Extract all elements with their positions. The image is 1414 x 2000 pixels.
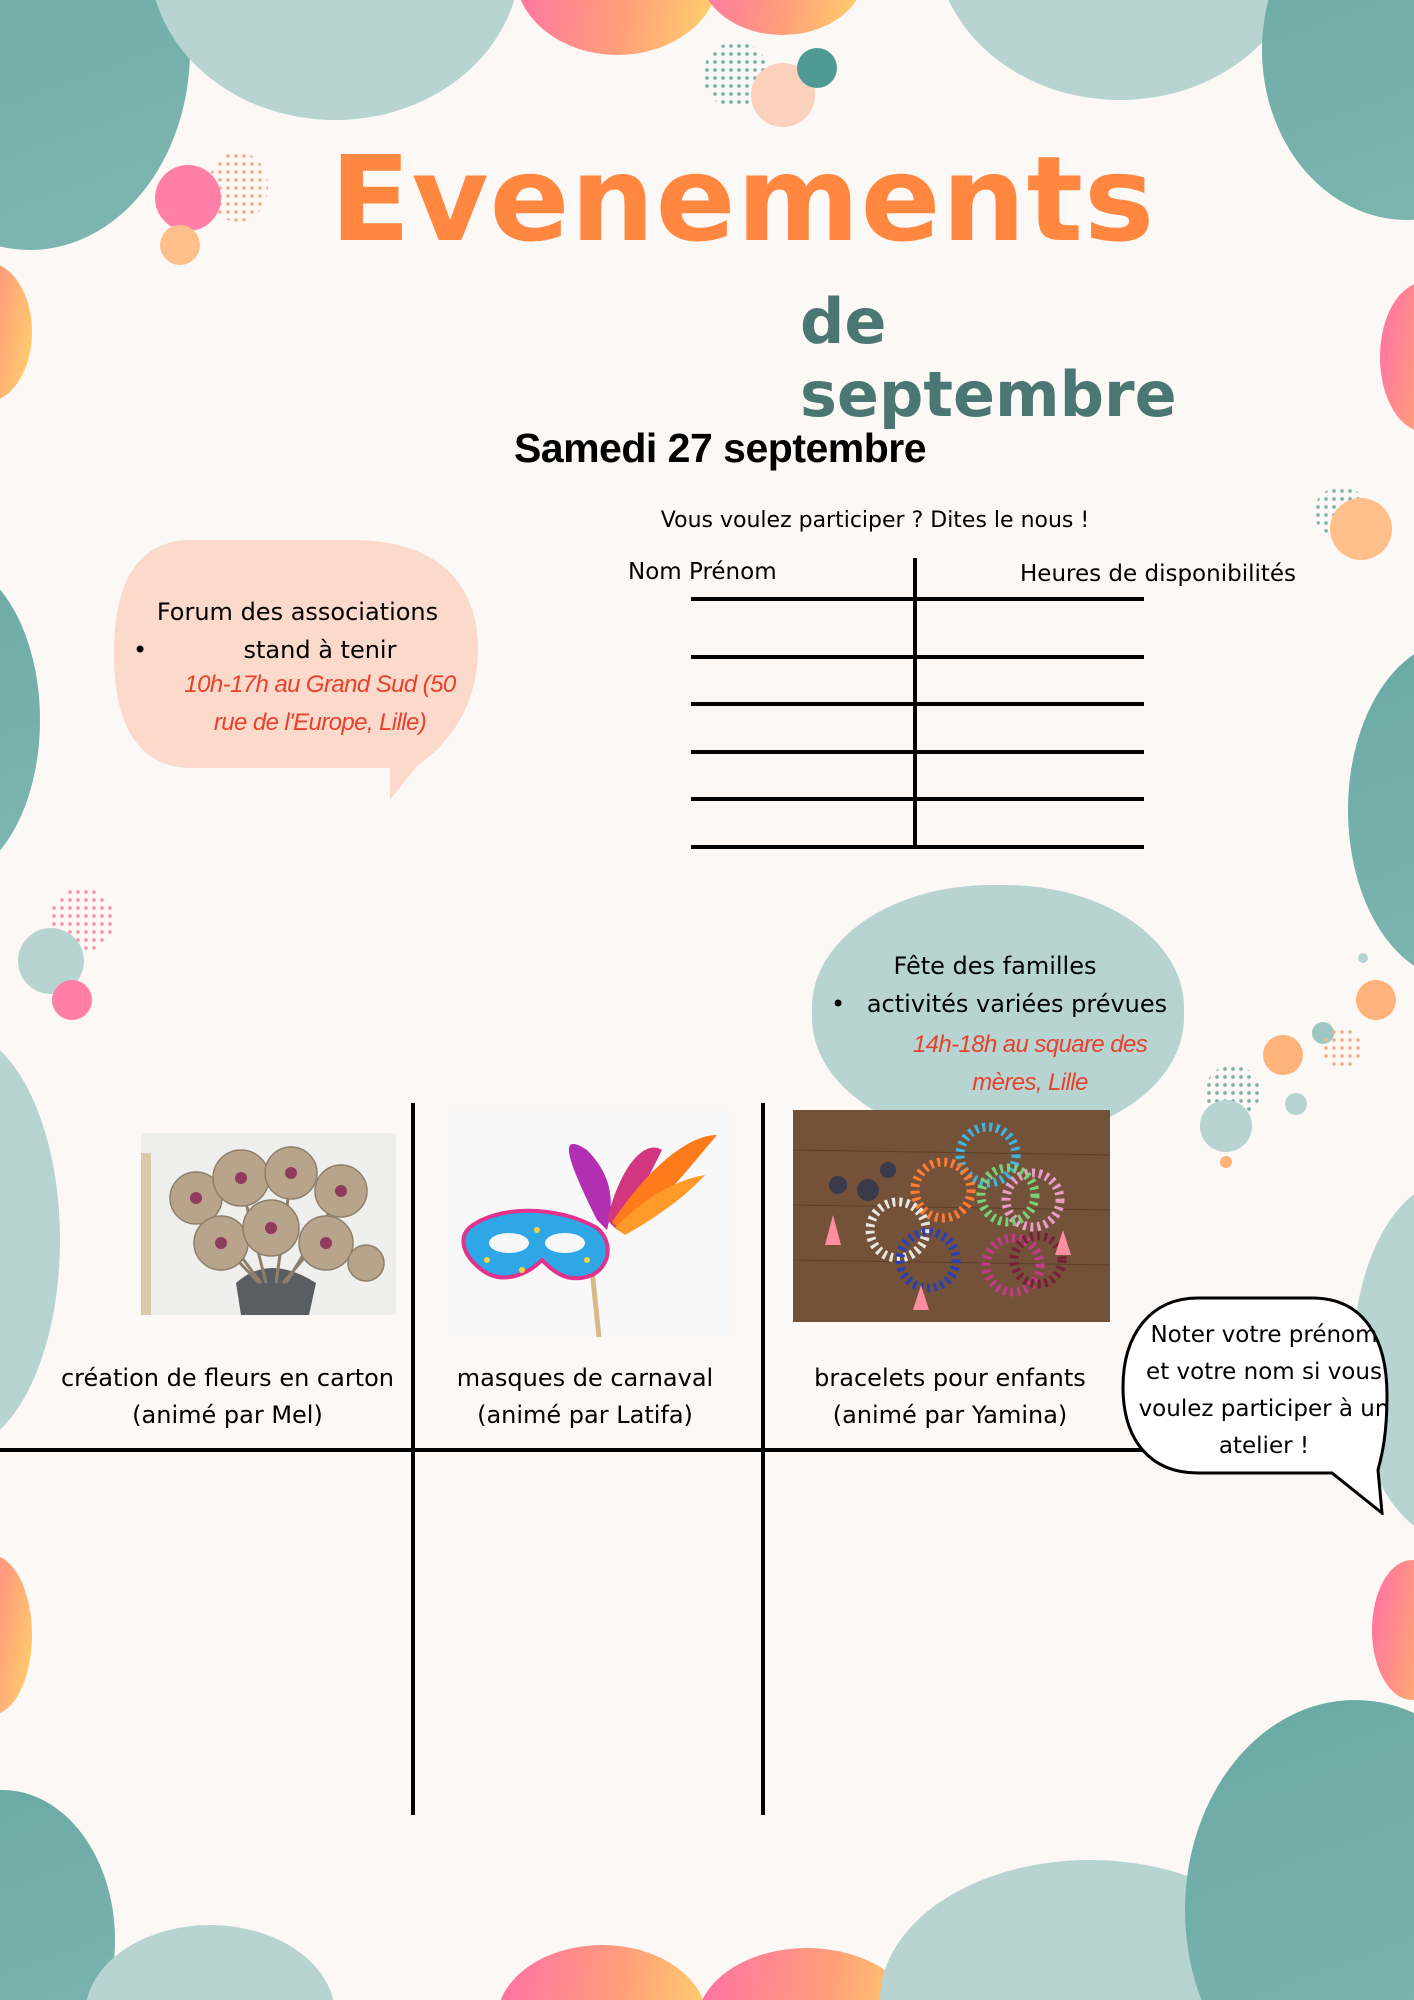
speech-line-3: voulez participer à un: [1138, 1396, 1390, 1422]
decor-blob: [1380, 282, 1414, 432]
speech-line-4: atelier !: [1218, 1433, 1310, 1459]
decor-blob: [935, 0, 1305, 100]
decor-blob: [150, 0, 520, 120]
forum-note-line2: rue de l'Europe, Lille): [213, 709, 427, 736]
workshop-divider: [761, 1103, 765, 1815]
decor-blob: [1185, 1700, 1414, 2000]
workshop-divider: [411, 1103, 415, 1815]
carnival-mask-photo: [447, 1110, 730, 1337]
workshop-3-host: (animé par Yamina): [832, 1401, 1068, 1429]
speech-line-2: et votre nom si vous: [1146, 1359, 1382, 1385]
decor-circle: [1220, 1156, 1232, 1168]
decor-blob: [497, 1945, 707, 2000]
workshop-1-name: création de fleurs en carton: [60, 1364, 394, 1392]
decor-blob: [700, 0, 865, 35]
decor-blob: [0, 262, 32, 402]
decor-blob: [1372, 1560, 1414, 1700]
signup-invite: Vous voulez participer ? Dites le nous !: [660, 508, 1090, 533]
signup-row-line[interactable]: [691, 750, 1144, 754]
fete-item: activités variées prévues: [866, 990, 1168, 1018]
signup-col-hours: Heures de disponibilités: [1020, 561, 1297, 587]
page-subtitle: de septembre: [800, 285, 1177, 431]
decor-circle: [1330, 498, 1392, 560]
workshop-3-name: bracelets pour enfants: [814, 1364, 1086, 1392]
decor-circle: [1200, 1100, 1252, 1152]
signup-row-line[interactable]: [691, 597, 1144, 601]
fete-note-line2: mères, Lille: [972, 1069, 1088, 1096]
signup-row-line[interactable]: [691, 702, 1144, 706]
fete-title: Fête des familles: [893, 952, 1097, 980]
signup-row-line[interactable]: [691, 845, 1144, 849]
decor-blob: [85, 1925, 335, 2000]
decor-circle: [52, 980, 92, 1020]
fete-bullet: •: [831, 990, 846, 1018]
workshop-2-name: masques de carnaval: [456, 1364, 714, 1392]
decor-circle: [160, 225, 200, 265]
decor-circle: [155, 165, 221, 231]
speech-line-1: Noter votre prénom: [1150, 1322, 1378, 1348]
forum-bullet: •: [133, 636, 148, 664]
signup-col-name: Nom Prénom: [628, 559, 777, 585]
signup-row-line[interactable]: [691, 655, 1144, 659]
workshop-signup-line: [0, 1448, 1165, 1452]
fete-note-line1: 14h-18h au square des: [912, 1031, 1148, 1058]
decor-circle: [797, 48, 837, 88]
decor-dots: [1322, 1028, 1362, 1068]
workshop-2-host: (animé par Latifa): [477, 1401, 693, 1429]
decor-blob: [515, 0, 720, 55]
decor-blob: [1348, 640, 1414, 980]
decor-circle: [1263, 1035, 1303, 1075]
signup-row-line[interactable]: [691, 797, 1144, 801]
decor-blob: [0, 560, 40, 880]
date-heading: Samedi 27 septembre: [513, 425, 927, 471]
decor-circle: [1358, 953, 1368, 963]
forum-title: Forum des associations: [156, 598, 439, 626]
page-title: Evenements: [330, 130, 1156, 268]
decor-circle: [1285, 1093, 1307, 1115]
forum-note-line1: 10h-17h au Grand Sud (50: [184, 671, 456, 698]
paper-flowers-photo: [141, 1133, 396, 1315]
decor-blob: [0, 1555, 32, 1715]
decor-blob: [0, 1790, 115, 2000]
bead-bracelets-photo: [793, 1110, 1110, 1322]
decor-blob: [1262, 0, 1414, 220]
decor-circle: [1356, 980, 1396, 1020]
forum-item: stand à tenir: [243, 636, 397, 664]
workshop-1-host: (animé par Mel): [132, 1401, 323, 1429]
